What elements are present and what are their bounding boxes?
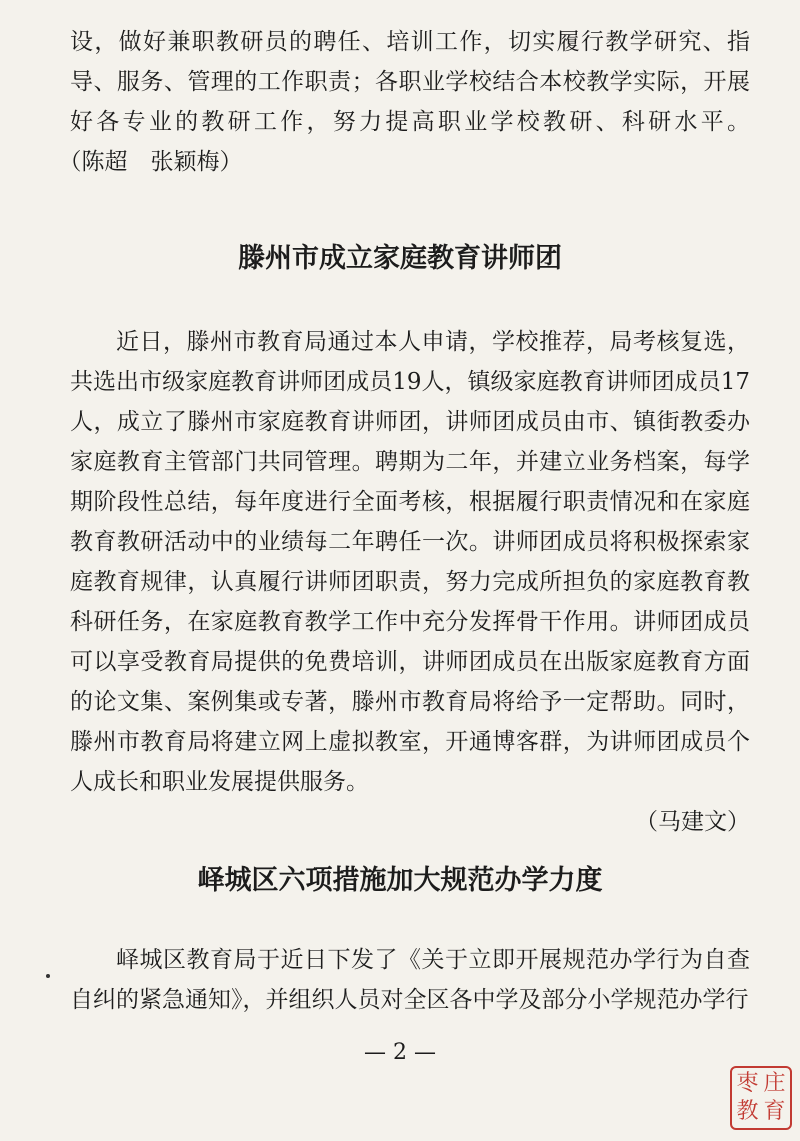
seal-char: 教	[736, 1099, 759, 1124]
section1-body: 设，做好兼职教研员的聘任、培训工作，切实履行教学研究、指导、服务、管理的工作职责；各职业学校结合本校教学实际，开展好各专业的教研工作，努力提高职业学校教研、科研水平。	[70, 29, 750, 135]
section2-byline: （马建文）	[635, 809, 750, 835]
seal-char: 育	[763, 1099, 786, 1124]
section1-byline: （陈超 张颖梅）	[70, 149, 243, 175]
section3-paragraph	[70, 940, 750, 1020]
seal-char: 庄	[763, 1071, 786, 1096]
stray-dot	[46, 974, 50, 978]
section3-title: 峄城区六项措施加大规范办学力度	[197, 865, 603, 896]
section2-paragraph	[70, 322, 750, 842]
seal-stamp	[730, 1066, 792, 1130]
section2-title: 滕州市成立家庭教育讲师团	[238, 243, 562, 274]
page-number: — 2 —	[364, 1040, 436, 1065]
section1-paragraph	[70, 22, 750, 182]
section2-body: 近日，滕州市教育局通过本人申请，学校推荐，局考核复选，共选出市级家庭教育讲师团成员19人，镇级家庭教育讲师团成员17人，成立了滕州市家庭教育讲师团，讲师团成员由市、镇街教委办家庭教育主管部门共同管理。聘期为二年，并建立业务档案，每学期阶段性总结，每年度进行全面考核，根据履行职责情况和在家庭教育教研活动中的业绩每二年聘任一次。讲师团成员将积极探索家庭教育规律，认真履行讲师团职责，努力完成所担负的家庭教育教科研任务，在家庭教育教学工作中充分发挥骨干作用。讲师团成员可以享受教育局提供的免费培训，讲师团成员在出版家庭教育方面的论文集、案例集或专著，滕州市教育局将给予一定帮助。同时，滕州市教育局将建立网上虚拟教室，开通博客群，为讲师团成员个人成长和职业发展提供服务。	[70, 329, 750, 795]
section3-body: 峄城区教育局于近日下发了《关于立即开展规范办学行为自查自纠的紧急通知》，并组织人员对全区各中学及部分小学规范办学行	[70, 947, 750, 1013]
seal-char: 枣	[736, 1071, 759, 1096]
